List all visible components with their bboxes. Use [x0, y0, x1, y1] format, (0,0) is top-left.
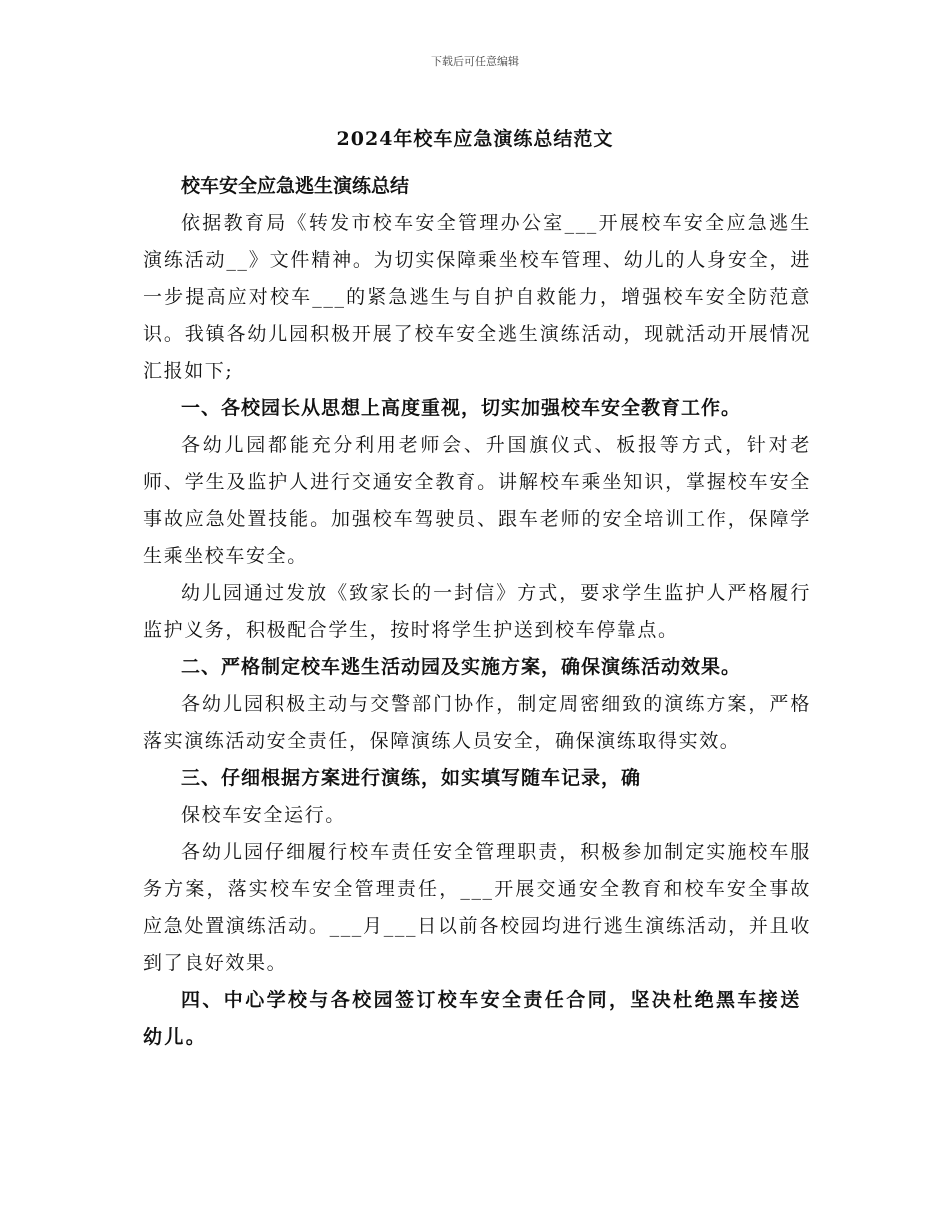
section-1-heading: 一、各校园长从思想上高度重视，切实加强校车安全教育工作。 — [181, 397, 742, 419]
section-1-paragraph-2: 幼儿园通过发放《致家长的一封信》方式，要求学生监护人严格履行监护义务，积极配合学生，按时将学生护送到校车停靠点。 — [143, 582, 811, 641]
page-header: 下载后可任意编辑 — [431, 55, 519, 68]
document-subtitle: 校车安全应急逃生演练总结 — [181, 175, 410, 197]
section-3-heading-continuation: 保校车安全运行。 — [181, 804, 346, 826]
section-3-paragraph-1: 各幼儿园仔细履行校车责任安全管理职责，积极参加制定实施校车服务方案，落实校车安全管理责任，___开展交通安全教育和校车安全事故应急处置演练活动。___月___日以前各校园均进行逃生演练活动，并且收到了良好效果。 — [143, 841, 811, 974]
document-body — [143, 168, 811, 1056]
section-2-paragraph-1: 各幼儿园积极主动与交警部门协作，制定周密细致的演练方案，严格落实演练活动安全责任，保障演练人员安全，确保演练取得实效。 — [143, 693, 811, 752]
intro-paragraph: 依据教育局《转发市校车安全管理办公室___开展校车安全应急逃生演练活动__》文件精神。为切实保障乘坐校车管理、幼儿的人身安全，进一步提高应对校车___的紧急逃生与自护自救能力，增强校车安全防范意识。我镇各幼儿园积极开展了校车安全逃生演练活动，现就活动开展情况汇报如下; — [143, 212, 811, 382]
section-2-heading: 二、严格制定校车逃生活动园及实施方案，确保演练活动效果。 — [181, 656, 742, 678]
section-3-heading: 三、仔细根据方案进行演练，如实填写随车记录，确 — [181, 767, 642, 789]
document-title: 2024年校车应急演练总结范文 — [336, 128, 614, 150]
section-1-paragraph-1: 各幼儿园都能充分利用老师会、升国旗仪式、板报等方式，针对老师、学生及监护人进行交通安全教育。讲解校车乘坐知识，掌握校车安全事故应急处置技能。加强校车驾驶员、跟车老师的安全培训工作，保障学生乘坐校车安全。 — [143, 434, 811, 567]
section-4-heading: 四、中心学校与各校园签订校车安全责任合同，坚决杜绝黑车接送幼儿。 — [143, 989, 802, 1048]
